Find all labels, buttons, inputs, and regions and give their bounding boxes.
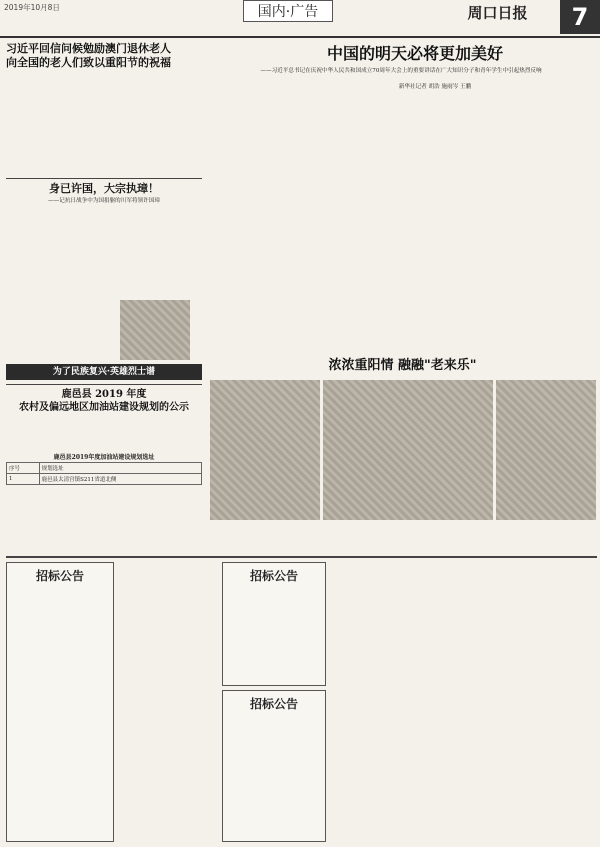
lead-story-title [6,42,201,70]
paper-name: 周口日报 [467,4,528,22]
tender-notice-col6 [512,562,597,842]
tender-notice-title: 招标公告 [249,569,298,583]
notice-title [6,388,202,414]
issue-date: 2019年10月8日 [4,3,60,12]
portrait-photo [120,300,190,360]
notice-table-cell-no: 1 [7,474,40,485]
lead-story-title-line2: 向全国的老人们致以重阳节的祝福 [6,56,171,69]
feature-subtitle: ——记抗日战争中为国捐躯的川军将领许国璋 [48,198,160,204]
feature-title: 身已许国，大宗执璋！ [49,182,159,195]
tender-notice-col4 [330,562,418,842]
main-byline: 新华社记者 胡浩 施雨岑 王鹏 [398,84,472,90]
section-tag: 国内·广告 [243,0,333,22]
divider [6,556,597,558]
tender-notice-body [10,582,110,838]
notice-title-line2: 农村及偏远地区加油站建设规划的公示 [19,402,189,413]
lead-story-body-col1 [6,74,101,174]
notice-title-line1: 鹿邑县 2019 年度 [61,389,147,400]
notice-table-header-no: 序号 [7,463,40,474]
notice-table-title: 鹿邑县2019年度加油站建设规划选址 [53,454,155,461]
photo-right [496,380,596,520]
header-rule [0,36,600,38]
main-article-col1 [205,96,281,350]
photo-left [210,380,320,520]
tender-notice-col5 [421,562,509,842]
feature-body-col1 [6,210,102,360]
main-subtitle: ——习近平总书记在庆祝中华人民共和国成立70周年大会上的重要讲话在广大知识分子和青年学生中引起热烈反响 [260,68,542,74]
notice-table-header-loc: 规划选址 [39,463,201,474]
main-article-col3 [365,96,441,350]
notice-body [6,418,202,448]
divider [6,384,202,385]
main-article-col5 [525,96,597,350]
photo-caption [323,522,595,550]
series-banner: 为了民族复兴·英雄烈士谱 [6,364,202,380]
lead-story-body-col2 [104,74,202,174]
main-article-col4 [445,96,521,350]
page-number: 7 [560,0,600,34]
tender-notice-title: 招标公告 [249,697,298,711]
notice-table-cell-loc: 鹿邑县太清宫镇S211省道北侧 [39,474,201,485]
lead-story-title-line1: 习近平回信问候勉励澳门退休老人 [6,42,171,55]
tender-notice-title: 招标公告 [35,569,84,583]
photo-story-title: 浓浓重阳情 融融"老来乐" [328,358,477,373]
notice-table [6,462,202,485]
main-headline: 中国的明天必将更加美好 [326,44,503,63]
tender-notice-col2 [118,562,218,842]
tender-notice-body [226,582,322,682]
main-article-col2 [285,96,361,350]
photo-center [323,380,493,520]
tender-notice-body [226,710,322,838]
divider [6,178,202,179]
